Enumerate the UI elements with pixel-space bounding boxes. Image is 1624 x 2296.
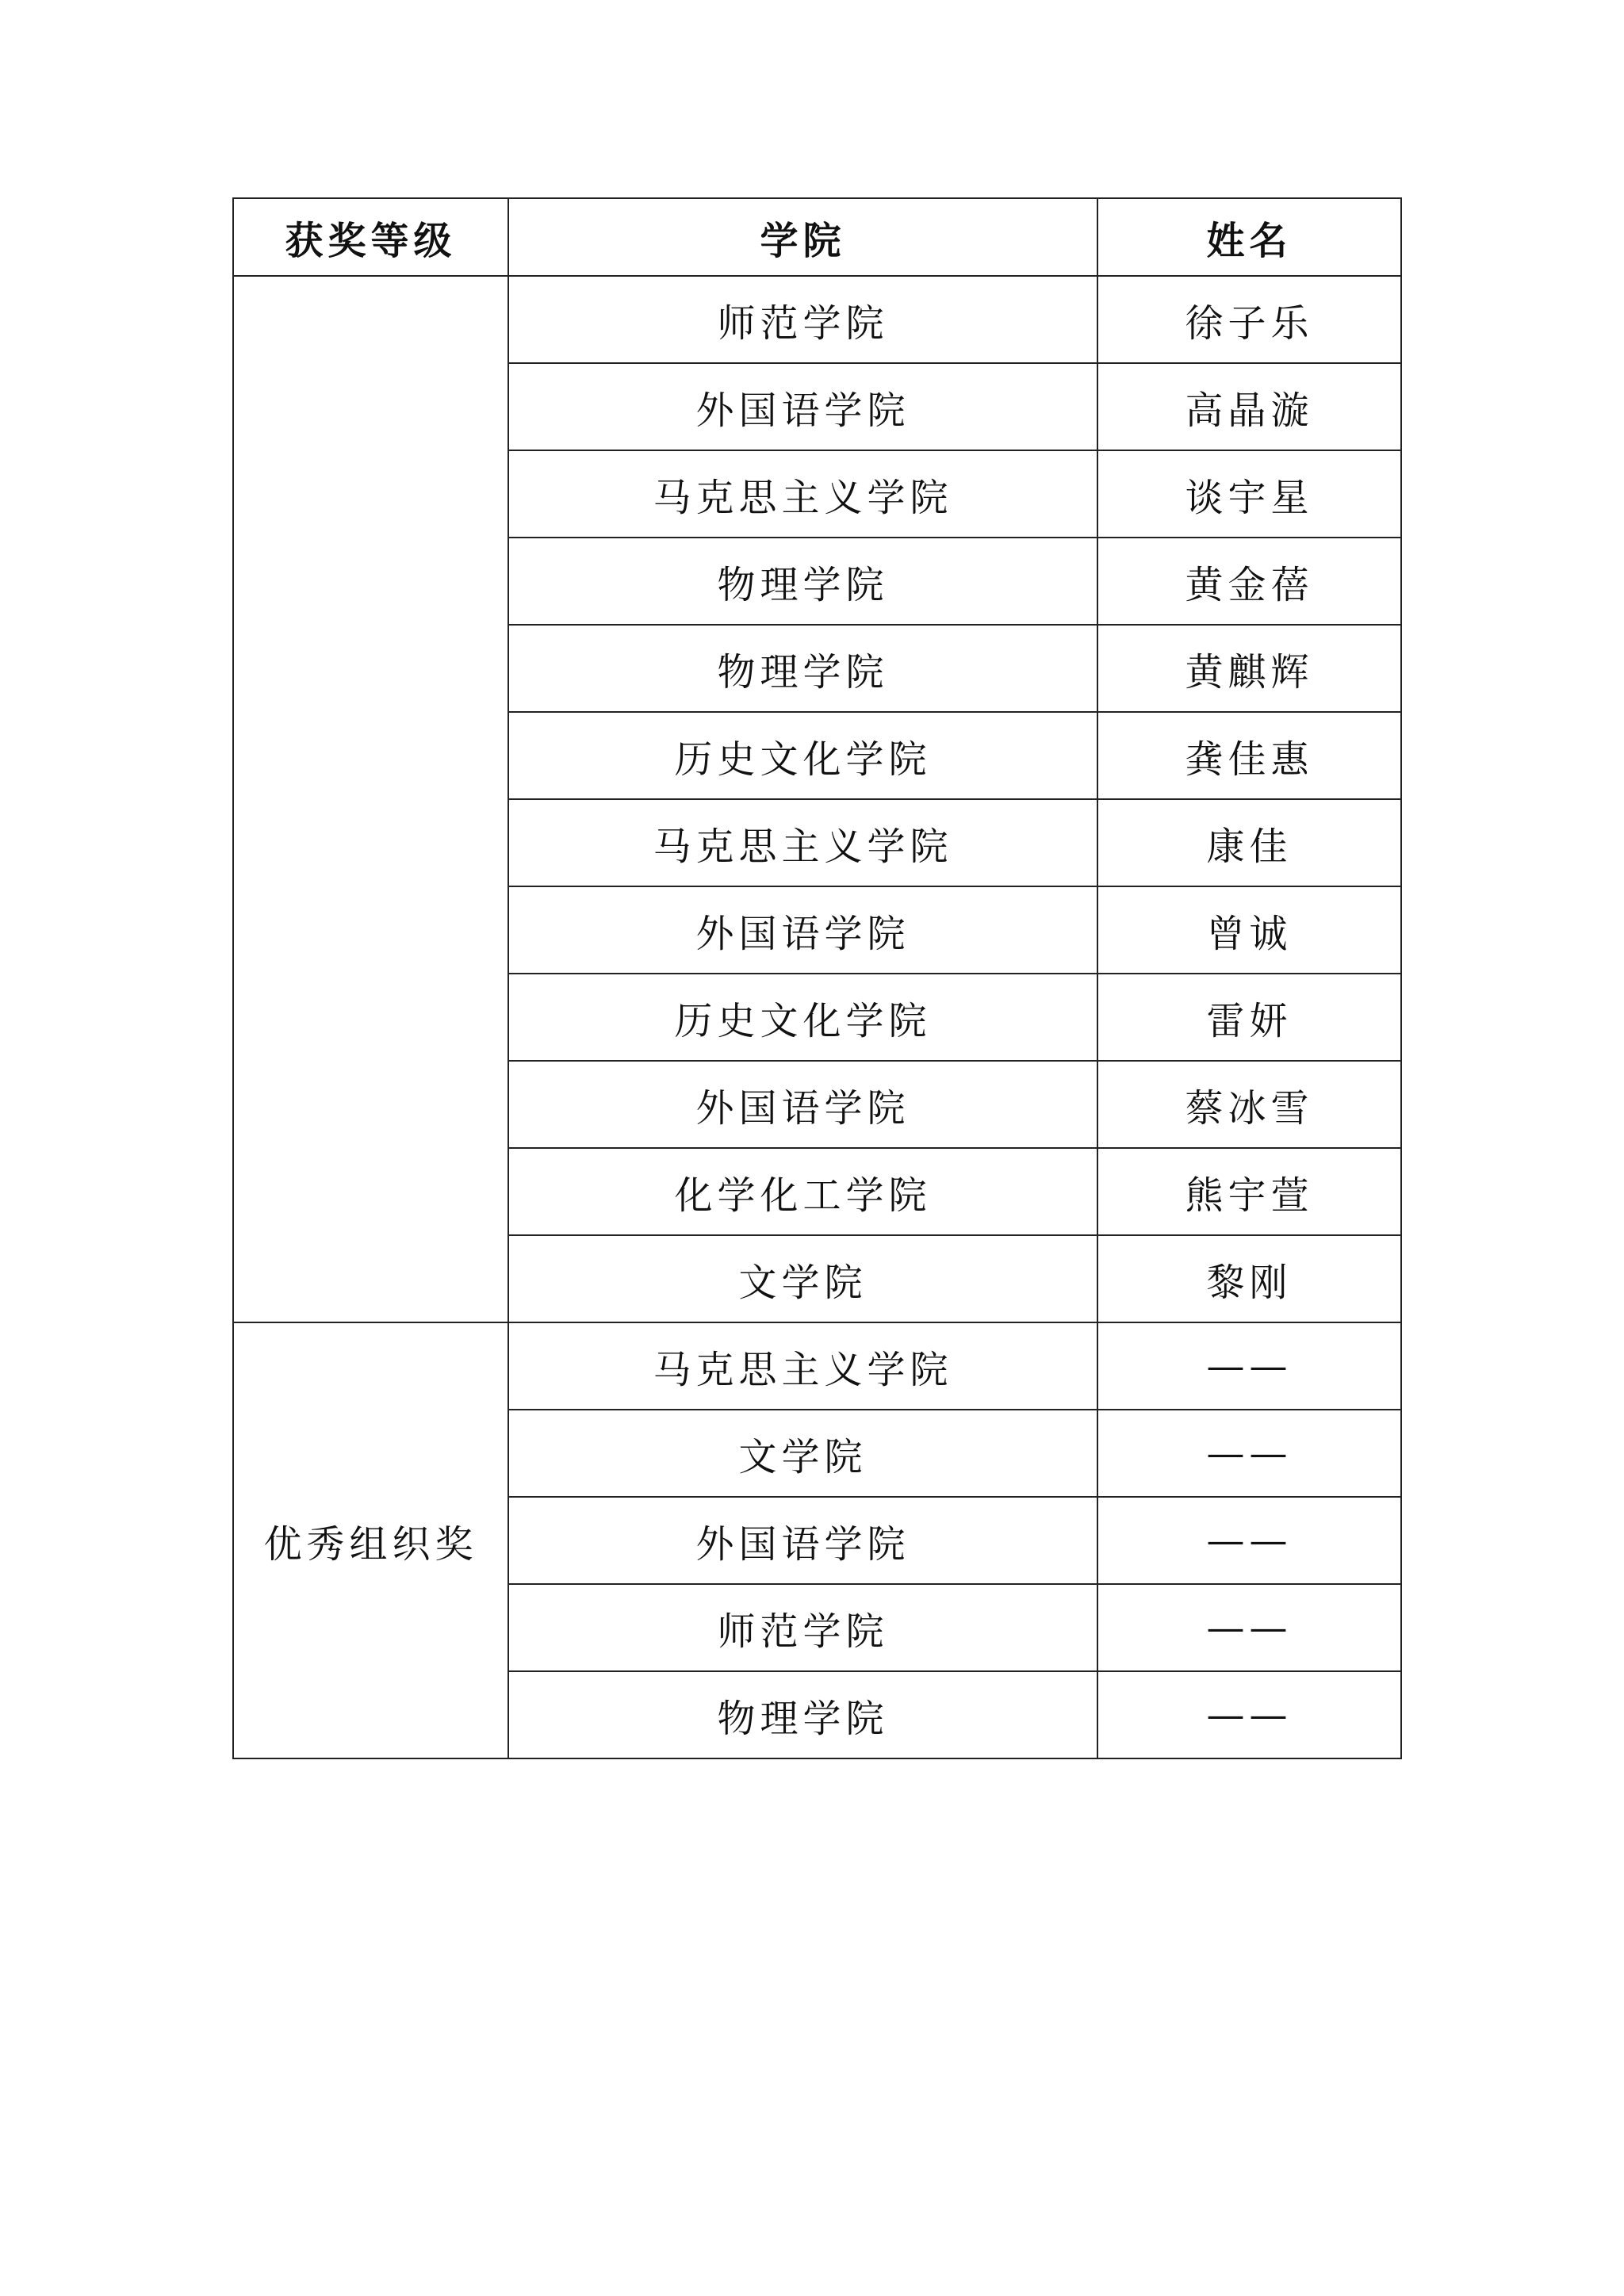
college-cell: 化学化工学院 [508, 1148, 1097, 1235]
header-name: 姓名 [1097, 198, 1401, 276]
name-cell: —— [1097, 1671, 1401, 1758]
college-cell: 物理学院 [508, 1671, 1097, 1758]
college-cell: 外国语学院 [508, 1497, 1097, 1584]
table-row [233, 276, 1401, 363]
college-cell: 马克思主义学院 [508, 450, 1097, 538]
name-cell: 雷妍 [1097, 974, 1401, 1061]
header-award-level: 获奖等级 [233, 198, 508, 276]
college-cell: 文学院 [508, 1235, 1097, 1322]
college-cell: 外国语学院 [508, 363, 1097, 450]
college-cell: 师范学院 [508, 1584, 1097, 1671]
award-table [232, 197, 1402, 1759]
header-college: 学院 [508, 198, 1097, 276]
award-level-cell [233, 276, 508, 1322]
college-cell: 物理学院 [508, 625, 1097, 712]
name-cell: 曾诚 [1097, 886, 1401, 974]
college-cell: 马克思主义学院 [508, 1322, 1097, 1410]
college-cell: 师范学院 [508, 276, 1097, 363]
college-cell: 外国语学院 [508, 886, 1097, 974]
name-cell: 高晶漩 [1097, 363, 1401, 450]
college-cell: 文学院 [508, 1410, 1097, 1497]
name-cell: 蔡冰雪 [1097, 1061, 1401, 1148]
college-cell: 历史文化学院 [508, 712, 1097, 799]
award-level-cell: 优秀组织奖 [233, 1322, 508, 1758]
name-cell: 徐子乐 [1097, 276, 1401, 363]
college-cell: 马克思主义学院 [508, 799, 1097, 886]
name-cell: 谈宇星 [1097, 450, 1401, 538]
name-cell: —— [1097, 1497, 1401, 1584]
header-row [233, 198, 1401, 276]
name-cell: 黄麒辉 [1097, 625, 1401, 712]
name-cell: 康佳 [1097, 799, 1401, 886]
name-cell: —— [1097, 1410, 1401, 1497]
name-cell: —— [1097, 1322, 1401, 1410]
college-cell: 物理学院 [508, 538, 1097, 625]
name-cell: 黎刚 [1097, 1235, 1401, 1322]
college-cell: 历史文化学院 [508, 974, 1097, 1061]
name-cell: 龚佳惠 [1097, 712, 1401, 799]
name-cell: 熊宇萱 [1097, 1148, 1401, 1235]
name-cell: 黄金蓓 [1097, 538, 1401, 625]
table-row [233, 1322, 1401, 1410]
college-cell: 外国语学院 [508, 1061, 1097, 1148]
name-cell: —— [1097, 1584, 1401, 1671]
